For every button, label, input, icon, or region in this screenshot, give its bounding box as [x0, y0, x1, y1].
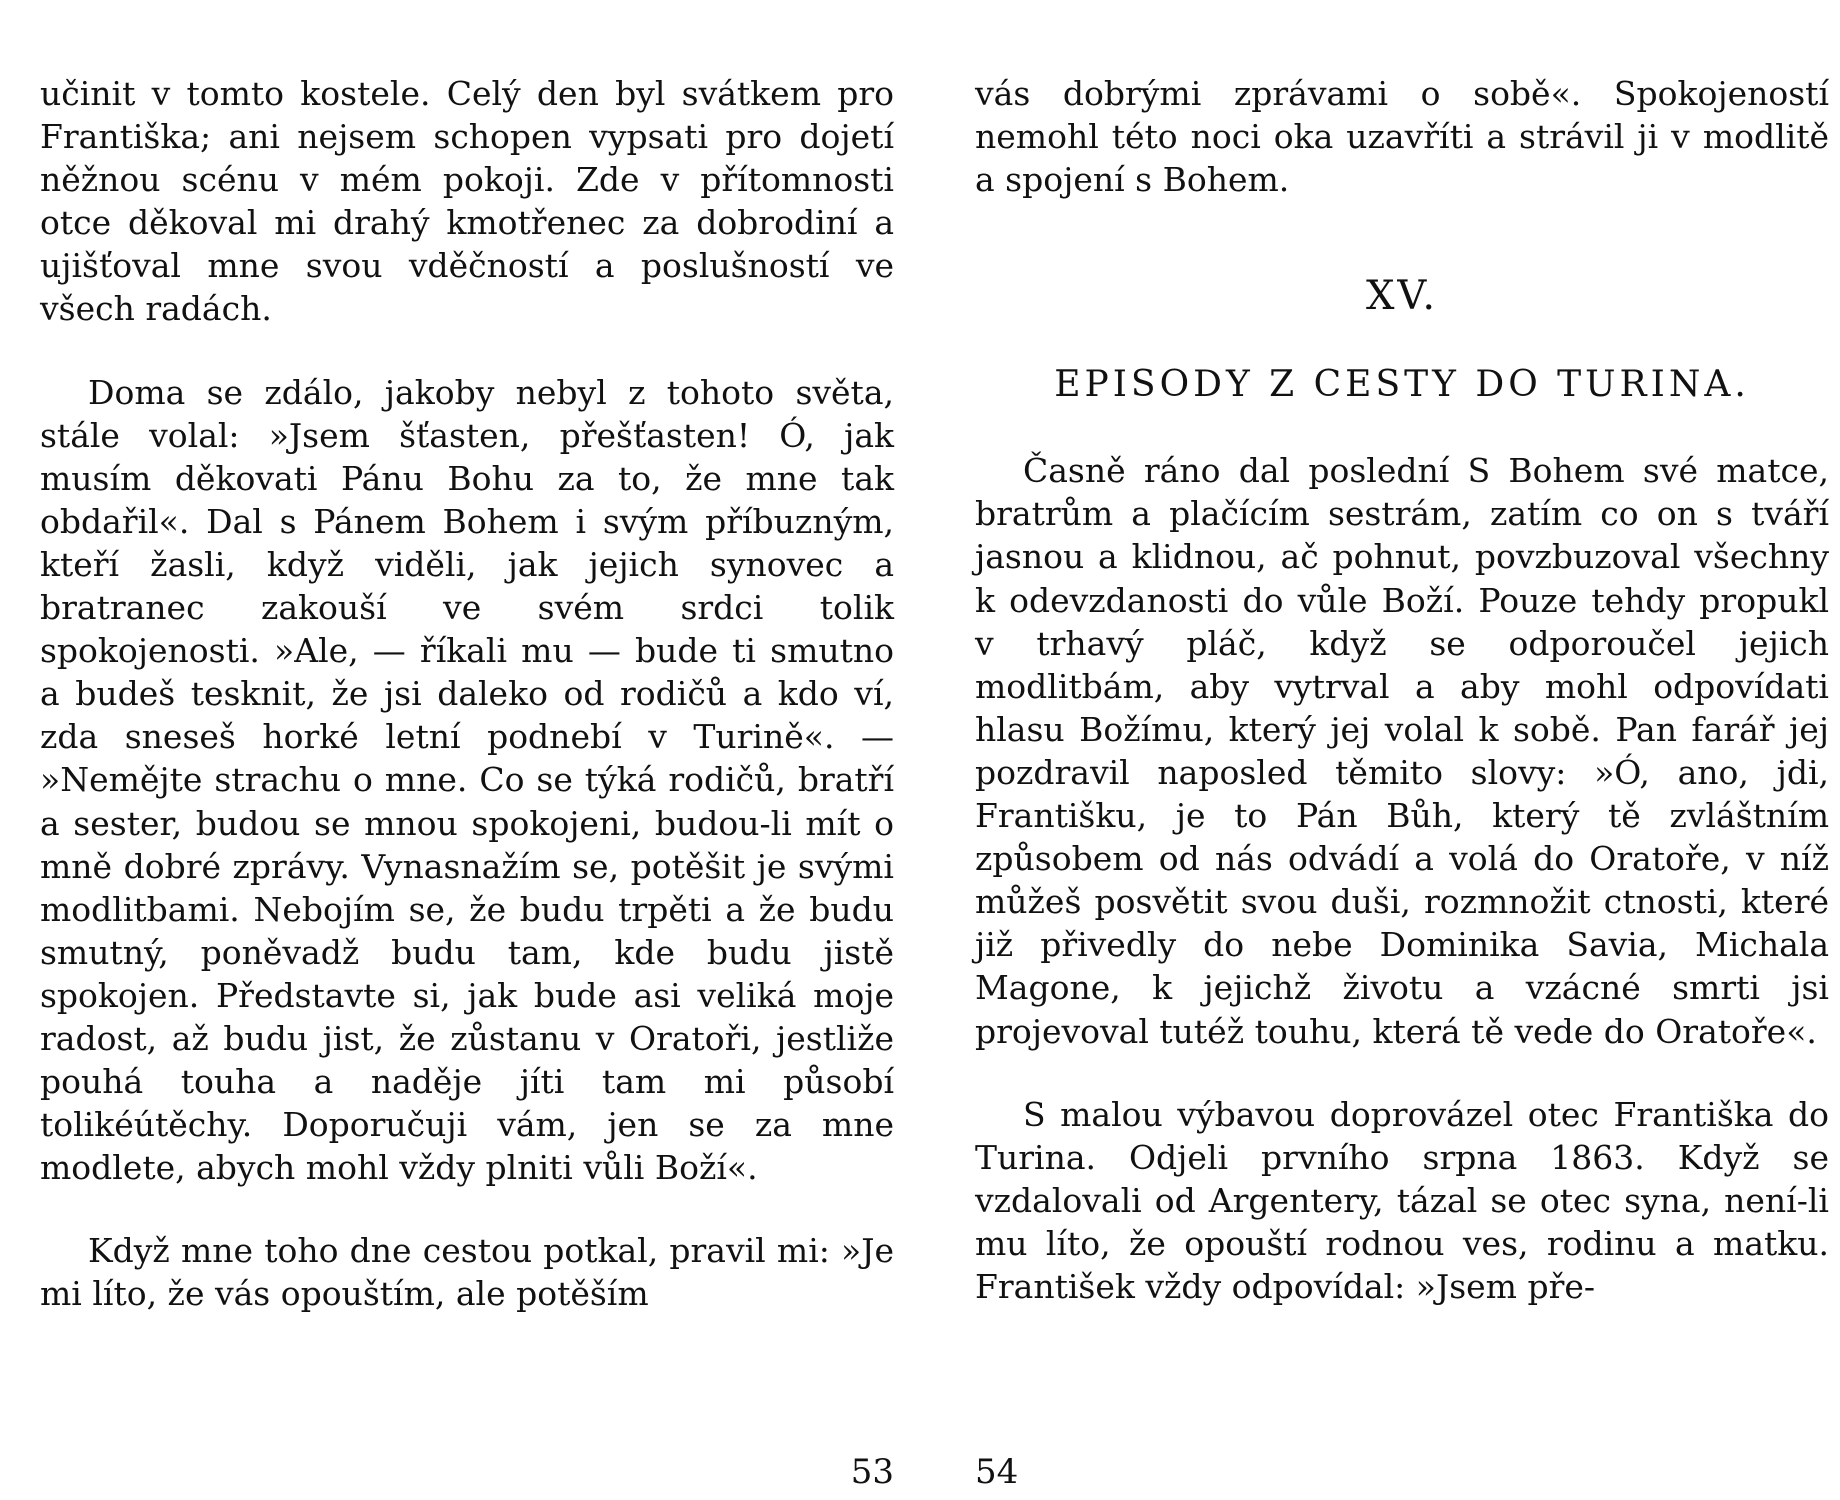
- left-paragraph-2: Doma se zdálo, jakoby nebyl z tohoto světa, stále volal: »Jsem šťasten, přešťasten! Ó, jak musím děkovati Pánu Bohu za to, že mne tak obdařil«. Dal s Pánem Bohem i svým příbuzným, kteří žasli, když viděli, jak jejich synovec a bratranec zakouší ve svém srdci tolik spokojenosti. »Ale, — říkali mu — bude ti smutno a budeš tesknit, že jsi daleko od rodičů a kdo ví, zda sneseš horké letní podnebí v Turině«. — »Nemějte strachu o mne. Co se týká rodičů, bratří a sester, budou se mnou spokojeni, budou-li mít o mně dobré zprávy. Vynasnažím se, potěšit je svými modlitbami. Nebojím se, že budu trpěti a že budu smutný, poněvadž budu tam, kde budu jistě spokojen. Představte si, jak bude asi veliká moje radost, až budu jist, že zůstanu v Oratoři, jestliže pouhá touha a naděje jíti tam mi působí tolikéútěchy. Doporučuji vám, jen se za mne modlete, abych mohl vždy plniti vůli Boží«.: [40, 372, 894, 1188]
- left-paragraph-1: učinit v tomto kostele. Celý den byl svátkem pro Františka; ani nejsem schopen vypsati pro dojetí něžnou scénu v mém pokoji. Zde v přítomnosti otce děkoval mi drahý kmotřenec za dobrodiní a ujišťoval mne svou vděčností a poslušností ve všech radách.: [40, 74, 894, 329]
- right-paragraph-2: Časně ráno dal poslední S Bohem své matce, bratrům a plačícím sestrám, zatím co on s tváří jasnou a klidnou, ač pohnut, povzbuzoval všechny k odevzdanosti do vůle Boží. Pouze tehdy propukl v trhavý pláč, když se odporoučel jejich modlitbám, aby vytrval a aby mohl odpovídati hlasu Božímu, který jej volal k sobě. Pan farář jej pozdravil naposled těmito slovy: »Ó, ano, jdi, Františku, je to Pán Bůh, který tě zvláštním způsobem od nás odvádí a volá do Oratoře, v níž můžeš posvětit svou duši, rozmnožit ctnosti, které již přivedly do nebe Dominika Savia, Michala Magone, k jejichž životu a vzácné smrti jsi projevoval tutéž touhu, která tě vede do Oratoře«.: [975, 451, 1829, 1051]
- right-page-number: 54: [975, 1452, 1019, 1492]
- chapter-title: EPISODY Z CESTY DO TURINA.: [1054, 364, 1750, 406]
- chapter-number: XV.: [1365, 273, 1439, 320]
- right-paragraph-3: S malou výbavou doprovázel otec Františka do Turina. Odjeli prvního srpna 1863. Když se vzdalovali od Argentery, tázal se otec syna, není-li mu líto, že opouští rodnou ves, rodinu a matku. František vždy odpovídal: »Jsem pře-: [975, 1094, 1829, 1306]
- right-paragraph-1: vás dobrými zprávami o sobě«. Spokojeností nemohl této noci oka uzavříti a strávil ji v modlitě a spojení s Bohem.: [975, 74, 1829, 200]
- left-paragraph-3: Když mne toho dne cestou potkal, pravil mi: »Je mi líto, že vás opouštím, ale potěším: [40, 1231, 894, 1314]
- left-page-number: 53: [850, 1452, 894, 1492]
- left-page: [40, 72, 894, 1492]
- right-page: [975, 72, 1829, 1492]
